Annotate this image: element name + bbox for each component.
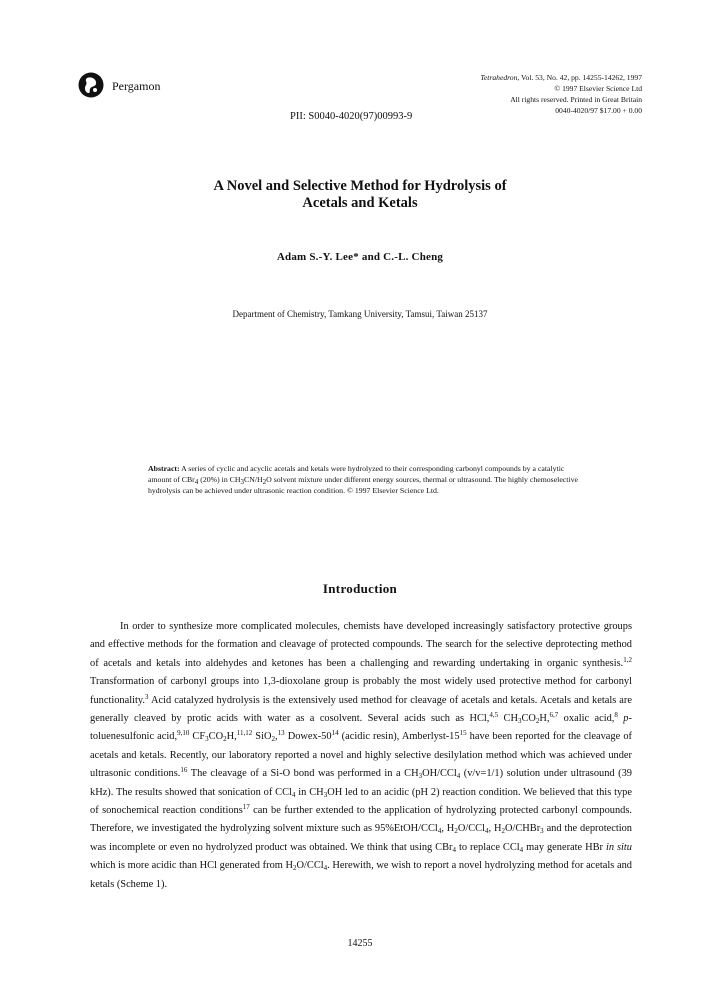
journal-citation: Tetrahedron, Vol. 53, No. 42, pp. 14255-14262, 1997: [480, 73, 642, 82]
section-heading: Introduction: [322, 581, 398, 596]
body-text: [90, 618, 632, 894]
abstract-label: Abstract:: [148, 464, 180, 473]
page-number: 14255: [347, 938, 373, 949]
issn-line: 0040-4020/97 $17.00 + 0.00: [555, 106, 642, 115]
affiliation: Department of Chemistry, Tamkang University, Tamsui, Taiwan 25137: [232, 309, 488, 319]
rights-line: All rights reserved. Printed in Great Britain: [510, 95, 642, 104]
journal-info: [480, 72, 642, 116]
publisher-logo: [78, 72, 104, 98]
paragraph: In order to synthesize more complicated molecules, chemists have developed increasingly satisfactory protective groups and effective methods for the formation and cleavage of protected compounds. The search for the selective deprotecting method of acetals and ketals into aldehydes and ketones has been a challenging and rewarding undertaking in organic synthesis.$^{1,2}$ Transformation of carbonyl groups into 1,3-dioxolane group is probably the most widely used protective method for carbonyl functionality.$^3$ Acid catalyzed hydrolysis is the extensively used method for cleavage of acetals and ketals. Acetals and ketals are generally cleaved by protic acids with water as a cosolvent. Several acids such as HCl,$^{4,5}$ $CH_3CO_2H,^{6,7}$ oxalic acid,$^8$ p-toluenesulfonic acid,$^{9,10}$ $CF_3CO_2H,^{11,12}$ SiO$_2$,$^{13}$ Dowex-$50^{14}$ (acidic resin), Amberlyst-$15^{15}$ have been reported for the cleavage of acetals and ketals. Recently, our laboratory reported a novel and highly selective desilylation method which was achieved under ultrasonic conditions.$^{16}$ The cleavage of a Si-O bond was performed in a $CH_3OH/CCl_4$ (v/v=1/1) solution under ultrasound (39 kHz). The results showed that sonication of CCl$_4$ in $CH_3OH$ led to an acidic (pH 2) reaction condition. We believed that this type of sonochemical reaction conditions$^{17}$ can be further extended to the application of hydrolyzing protected carbonyl compounds. Therefore, we investigated the hydrolyzing solvent mixture such as 95%EtOH/CCl$_4$, $H_2O/CCl_4$, $H_2O/CHBr_3$ and the deprotection was incomplete or even no hydrolyzed product was obtained. We think that using CBr$_4$ to replace CCl$_4$ may generate HBr in situ which is more acidic than HCl generated from $H_2O/CCl_4$. Herewith, we wish to report a novel hydrolyzing method for acetals and ketals (Scheme 1).: [90, 621, 632, 890]
abstract: Abstract: A series of cyclic and acyclic acetals and ketals were hydrolyzed to their corresponding carbonyl compounds by a catalytic amount of CBr$_4$ (20%) in $CH_3CN/H_2O$ solvent mixture under different energy sources, thermal or ultrasound. The highly chemoselective hydrolysis can be achieved under ultrasonic reaction condition. © 1997 Elsevier Science Ltd.: [148, 464, 578, 495]
pii: PII: S0040-4020(97)00993-9: [290, 111, 413, 122]
copyright-line: © 1997 Elsevier Science Ltd: [554, 84, 642, 93]
publisher-name: Pergamon: [112, 79, 161, 93]
paper-title: A Novel and Selective Method for Hydrolysis of Acetals and Ketals: [213, 178, 507, 211]
authors: Adam S.-Y. Lee* and C.-L. Cheng: [276, 251, 444, 263]
